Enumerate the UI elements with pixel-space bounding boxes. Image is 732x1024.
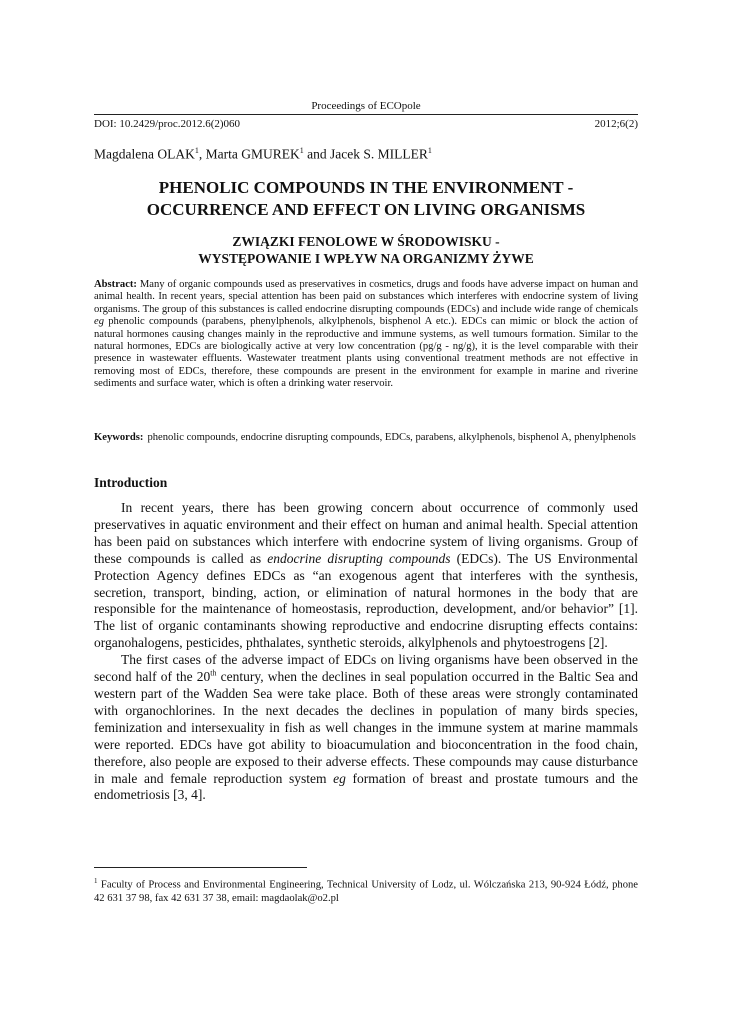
abstract <box>94 279 638 391</box>
title-polish-line: ZWIĄZKI FENOLOWE W ŚRODOWISKU - <box>232 234 500 249</box>
header-rule <box>94 114 638 115</box>
abstract-text: Many of organic compounds used as preservatives in cosmetics, drugs and foods have adverse impact on human and animal health. In recent years, special attention has been paid on substances which interferes with endocrine system of living organisms. The group of this substances is called endocrine disrupting compounds (EDCs) and include wide range of chemicals <box>94 279 638 315</box>
paragraph-emphasis: eg <box>333 770 346 786</box>
author-name: Marta GMUREK <box>205 146 300 162</box>
paragraph-text: The first cases of the adverse impact of EDCs on living organisms have been observed in the second half of the 20 <box>94 652 638 685</box>
doi: DOI: 10.2429/proc.2012.6(2)060 <box>94 118 241 130</box>
footnote-text: Faculty of Process and Environmental Engineering, Technical University of Lodz, ul. Wólczańska 213, 90-924 Łódź, phone 42 631 37 98, fax 42 631 37 38, email: magdaolak@o2.pl <box>94 879 638 904</box>
author-affiliation: 1 <box>299 146 304 155</box>
footnote <box>94 875 638 905</box>
title-line: PHENOLIC COMPOUNDS IN THE ENVIRONMENT - <box>158 178 574 197</box>
paragraph <box>94 500 638 652</box>
paragraph-emphasis: endocrine disrupting compounds <box>267 550 451 566</box>
superscript: th <box>210 668 217 678</box>
section-heading: Introduction <box>94 475 168 490</box>
title-polish-line: WYSTĘPOWANIE I WPŁYW NA ORGANIZMY ŻYWE <box>198 251 534 266</box>
issue-number: 2012;6(2) <box>594 118 638 130</box>
paragraph-text: (EDCs). The US Environmental Protection Agency defines EDCs as “an exogenous agent that interferes with the synthesis, secretion, transport, binding, action, or elimination of natural hormones in the body that are responsible for the maintenance of homeostasis, reproduction, development, and/or behavior” [1]. The list of organic contaminants showing reproductive and endocrine disrupting effects contains: organohalogens, pesticides, phthalates, synthetic steroids, alkylphenols and phytoestrogens [2]. <box>94 550 638 651</box>
footnote-marker: 1 <box>94 877 98 885</box>
author-name: Jacek S. MILLER <box>329 146 428 162</box>
paper-title-polish <box>94 233 638 267</box>
journal-name: Proceedings of ECOpole <box>311 100 421 112</box>
footnote-rule <box>94 867 307 868</box>
author-separator: and <box>303 146 330 162</box>
paragraph <box>94 652 638 804</box>
paper-title <box>94 177 638 221</box>
keywords <box>94 432 638 445</box>
author-name: Magdalena OLAK <box>94 146 195 162</box>
author-list <box>94 146 432 163</box>
abstract-emphasis: eg <box>94 316 104 328</box>
body-text <box>94 500 638 804</box>
keywords-text: phenolic compounds, endocrine disrupting compounds, EDCs, parabens, alkylphenols, bisphenol A, phenylphenols <box>147 432 636 443</box>
paragraph-text: century, when the declines in seal population occurred in the Baltic Sea and western part of the Wadden Sea were take place. Both of these areas were strongly contaminated with organochlorines. In the next decades the declines in population of many birds species, feminization and intersexuality in fish as well changes in the immune system at marine mammals were reported. EDCs have got ability to bioacumulation and bioconcentration in the food chain, therefore, also people are exposed to their adverse effects. These compounds may cause disturbance in male and female reproduction system <box>94 669 638 786</box>
paragraph-text: formation of breast and prostate tumours and the endometriosis [3, 4]. <box>94 770 638 803</box>
paragraph-text: In recent years, there has been growing concern about occurrence of commonly used preservatives in aquatic environment and their effect on human and animal health. Special attention has been paid on substances which interfere with endocrine system of living organisms. Group of these compounds is called as <box>94 500 638 566</box>
title-line: OCCURRENCE AND EFFECT ON LIVING ORGANISMS <box>146 200 586 219</box>
abstract-label: Abstract: <box>94 279 137 290</box>
author-affiliation: 1 <box>194 146 199 155</box>
author-affiliation: 1 <box>427 146 432 155</box>
keywords-label: Keywords: <box>94 432 144 443</box>
abstract-text: phenolic compounds (parabens, phenylphenols, alkylphenols, bisphenol A etc.). EDCs can mimic or block the action of natural hormones causing changes mainly in the reproductive and immune systems, as well tumours formation. Similar to the natural hormones, EDCs are biologically active at very low concentration (pg/g - ng/g), it is the level comparable with their presence in wastewater effluents. Wastewater treatment plants using conventional treatment methods are not effective in removing most of EDCs, therefore, these compounds are present in the environment for example in marine and riverine sediments and surface water, which is often a drinking water reservoir. <box>94 316 638 390</box>
author-separator: , <box>198 146 206 162</box>
